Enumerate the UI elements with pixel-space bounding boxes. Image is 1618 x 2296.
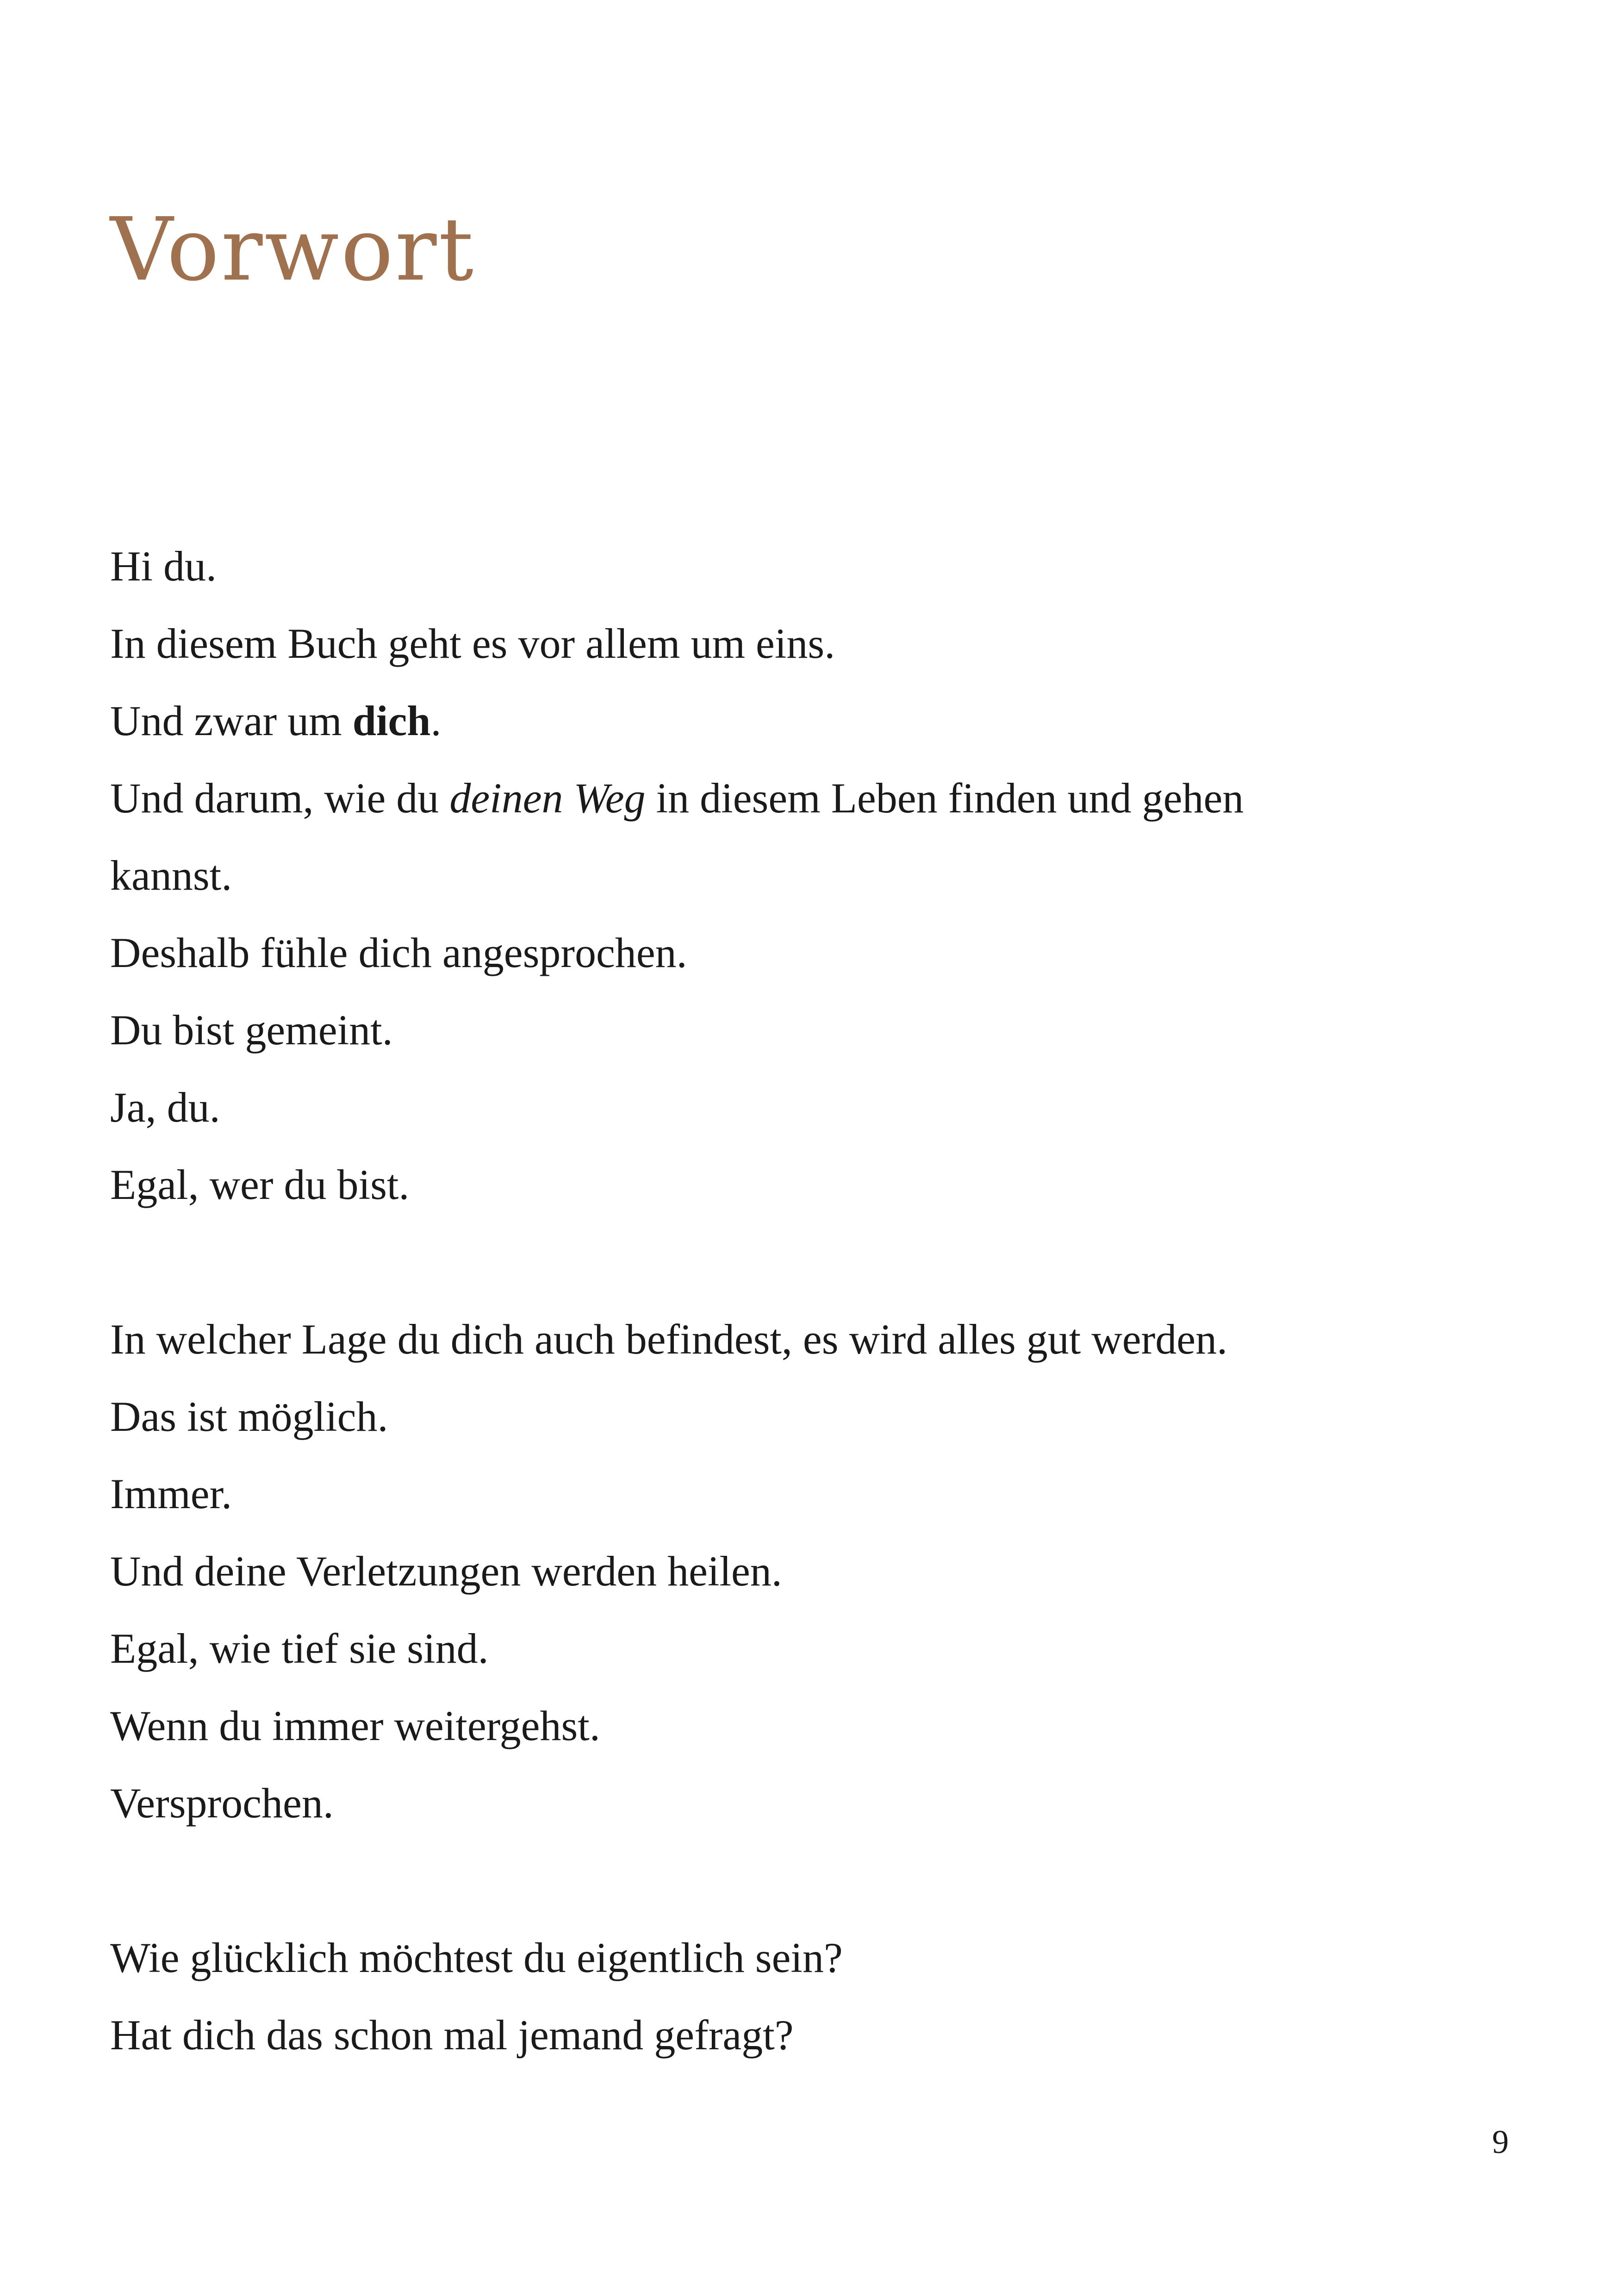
- text-line: Hat dich das schon mal jemand gefragt?: [110, 2011, 794, 2059]
- bold-word: dich: [352, 697, 431, 744]
- text-fragment: .: [430, 697, 442, 744]
- text-line: Wenn du immer weitergehst.: [110, 1702, 600, 1749]
- text-line: In diesem Buch geht es vor allem um eins.: [110, 620, 835, 667]
- text-fragment: in diesem Leben finden und gehen: [645, 774, 1244, 822]
- text-line: Versprochen.: [110, 1779, 334, 1827]
- text-fragment: Und darum, wie du: [110, 774, 450, 822]
- text-line: Deshalb fühle dich angesprochen.: [110, 929, 687, 976]
- text-line: Egal, wer du bist.: [110, 1161, 410, 1208]
- italic-phrase: deinen Weg: [449, 774, 646, 822]
- text-line: [110, 682, 1508, 760]
- text-line: Immer.: [110, 1470, 232, 1517]
- text-line: Und deine Verletzungen werden heilen.: [110, 1547, 782, 1595]
- text-line: Wie glücklich möchtest du eigentlich sein?: [110, 1934, 843, 1981]
- page-number: 9: [1492, 2123, 1509, 2160]
- text-line: [110, 760, 1508, 837]
- text-line: Das ist möglich.: [110, 1393, 388, 1440]
- text-line: In welcher Lage du dich auch befindest, es wird alles gut werden.: [110, 1316, 1228, 1363]
- text-line: Hi du.: [110, 543, 217, 590]
- text-line: Du bist gemeint.: [110, 1006, 393, 1054]
- page-title: Vorwort: [110, 199, 476, 300]
- text-line: Egal, wie tief sie sind.: [110, 1625, 489, 1672]
- body-text: [110, 528, 1508, 2074]
- text-line: Ja, du.: [110, 1084, 220, 1131]
- paragraph-break: [110, 1842, 1508, 1919]
- text-line: kannst.: [110, 852, 232, 899]
- text-fragment: Und zwar um: [110, 697, 353, 744]
- paragraph-break: [110, 1223, 1508, 1301]
